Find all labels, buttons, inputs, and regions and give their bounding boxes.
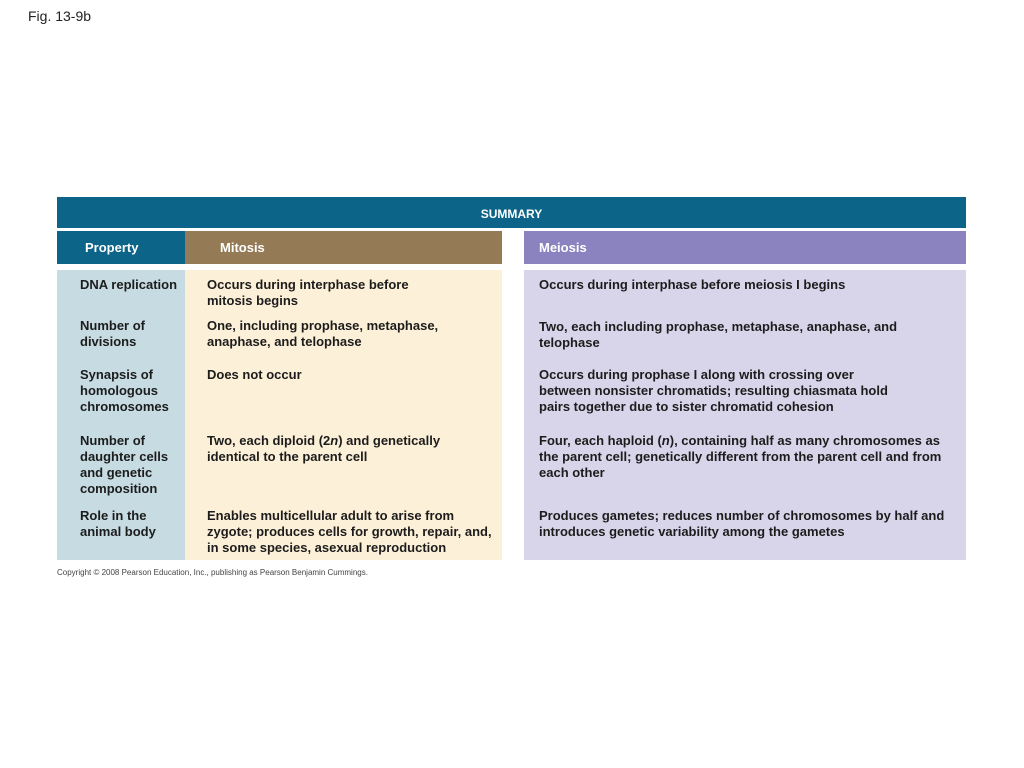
header-property: Property [57,231,185,264]
header-meiosis: Meiosis [524,231,966,264]
row-number-of-divisions-meiosis: Two, each including prophase, metaphase, anaphase, and telophase [539,319,898,350]
row-role-property: Role in the animal body [80,508,156,539]
row-role-meiosis: Produces gametes; reduces number of chromosomes by half and introduces genetic variability among the gametes [539,508,945,539]
figure-label: Fig. 13-9b [28,8,92,24]
copyright-notice: Copyright © 2008 Pearson Education, Inc., publishing as Pearson Benjamin Cummings. [57,568,368,577]
header-mitosis: Mitosis [185,231,502,264]
row-daughter-cells-property: Number of daughter cells and genetic composition [80,433,169,496]
summary-title-bar: SUMMARY [57,197,966,228]
row-daughter-cells-meiosis: Four, each haploid (n), containing half as many chromosomes as the parent cell; genetically different from the parent cell and from each other [539,433,942,480]
row-dna-replication-meiosis: Occurs during interphase before meiosis I begins [539,277,846,292]
row-role-mitosis: Enables multicellular adult to arise from zygote; produces cells for growth, repair, and, in some species, asexual reproduction [207,508,492,555]
row-number-of-divisions-property: Number of divisions [80,318,145,349]
row-synapsis-meiosis: Occurs during prophase I along with crossing over between nonsister chromatids; resulting chiasmata hold pairs together due to sister chromatid cohesion [539,367,888,414]
row-daughter-cells-mitosis: Two, each diploid (2n) and genetically identical to the parent cell [207,433,441,464]
row-dna-replication-mitosis: Occurs during interphase before mitosis begins [207,277,409,308]
row-dna-replication-property: DNA replication [80,277,178,292]
row-number-of-divisions-mitosis: One, including prophase, metaphase, anaphase, and telophase [207,318,439,349]
row-synapsis-mitosis: Does not occur [207,367,302,382]
row-synapsis-property: Synapsis of homologous chromosomes [80,367,169,414]
